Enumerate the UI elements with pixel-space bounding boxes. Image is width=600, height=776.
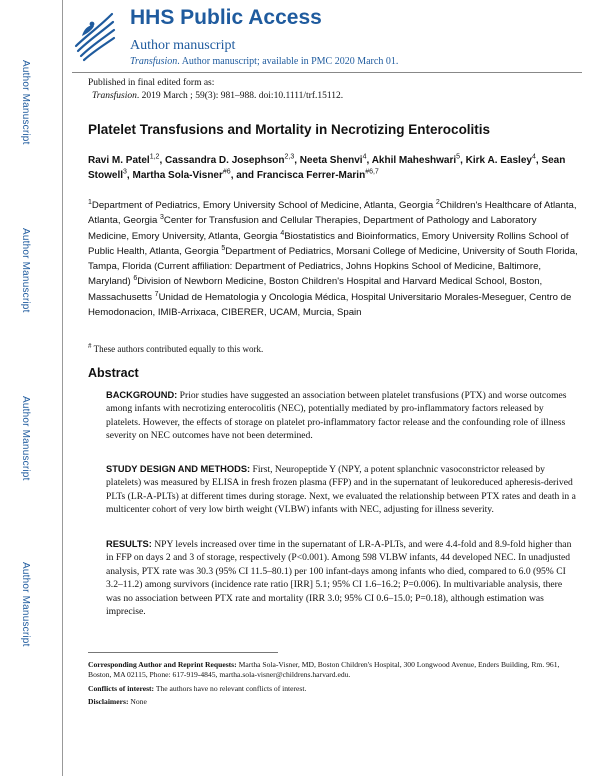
author: Sean Stowell$^3$, [88, 155, 566, 181]
sidebar-label: Author Manuscript [20, 228, 31, 313]
sidebar-label: Author Manuscript [20, 60, 31, 145]
affiliations: $^1$Department of Pediatrics, Emory University School of Medicine, Atlanta, Georgia $^2$Children's Healthcare of Atlanta, Atlanta, Georgia $^3$Center for Transfusion and Cellular Therapies, Department of Pathology and Laboratory Medicine, Emory University, Atlanta, Georgia $^4$Biostatistics and Bioinformatics, Emory University Rollins School of Public Health, Atlanta, Georgia $^5$Department of Pediatrics, Morsani College of Medicine, University of South Florida, Tampa, Florida (Current affiliation: Department of Pediatrics, Johns Hopkins School of Medicine, Baltimore, Maryland) $^6$Division of Newborn Medicine, Boston Children's Hospital and Harvard Medical School, Boston, Massachusetts $^7$Unidad de Hematologia y Oncologia Médica, Hospital Universitario Morales-Meseguer, Centro de Hemodonacion, IMIB-Arrixaca, CIBERER, UCAM, Murcia, Spain [88, 198, 578, 319]
disclaimers-note: Disclaimers: None [88, 697, 147, 706]
publication-citation-text: . 2019 March ; 59(3): 981–988. doi:10.1111/trf.15112. [136, 91, 344, 101]
abstract-methods: STUDY DESIGN AND METHODS: First, Neuropeptide Y (NPY, a potent splanchnic vasoconstrictor released by platelets) was measured by ELISA in fresh frozen plasma (FFP) and in the supernatant of leukoreduced apheresis-derived PLTs (LR-A-PLTs) at different times during storage. Next, we evaluated the relationship between PTX rates and death in a multicenter cohort of very low birth weight (VLBW) infants with NEC, adjusting for illness severity. [106, 464, 576, 516]
author: Martha Sola-Visner$^{\#6}$, and [132, 168, 257, 181]
affiliation: Division of Newborn Medicine, Boston Children's Hospital and Harvard Medical School, Boston, Massachusetts [88, 276, 543, 303]
corresponding-author-note: Corresponding Author and Reprint Requests: Martha Sola-Visner, MD, Boston Children's Hospital, 300 Longwood Avenue, Enders Building, Rm. 961, Boston, MA 02115, Phone: 617-919-4845, martha.sola-visner@childrens.harvard.edu. [88, 660, 560, 679]
footnote-divider [88, 652, 278, 653]
affiliation: Center for Transfusion and Cellular Therapies, Department of Pathology and Laboratory Medicine, Emory University, Atlanta, Georgia [88, 215, 537, 242]
affiliation: Unidad de Hematologia y Oncologia Médica, Hospital Universitario Morales-Meseguer, Centro de Hemodonacion, IMIB-Arrixaca, CIBERER, UCAM, Murcia, Spain [88, 291, 572, 319]
abstract-heading: Abstract [88, 366, 139, 380]
publication-line: Published in final edited form as: [88, 78, 215, 88]
author-list [88, 153, 578, 183]
affiliation: Department of Pediatrics, Emory University School of Medicine, Atlanta, Georgia [91, 200, 436, 211]
sidebar-label: Author Manuscript [20, 396, 31, 481]
header-journal: Transfusion [130, 56, 178, 67]
sidebar-label: Author Manuscript [20, 562, 31, 647]
affiliation: Department of Pediatrics, Morsani College of Medicine, University of South Florida, Tampa, Florida (Current affiliation: Department of Pediatrics, Johns Hopkins School of Medicine, Baltimore, Maryland) [88, 245, 578, 288]
author: Akhil Maheshwari$^5$, [371, 153, 466, 166]
affiliation: Children's Healthcare of Atlanta, Atlanta, Georgia [88, 200, 577, 227]
header-subtitle: Author manuscript [130, 38, 236, 53]
abstract-results: RESULTS: NPY levels increased over time in the supernatant of LR-A-PLTs, and were 4.4-fold and 8.9-fold higher than in FFP on days 2 and 3 of storage, respectively (P<0.001). Among 598 VLBW infants, 44 developed NEC. In unadjusted analysis, PTX rate was 30.3 (95% CI 11.5–80.1) per 100 infant-days among infants who died, compared to 6.0 (95% CI 3.2–11.2) among survivors (incidence rate ratio [IRR] 5.1; 95% CI 1.6–16.2; P=0.006). In multivariable analysis, there was no association between PTX rate and mortality (IRR 3.0; 95% CI 0.6–15.0; P=0.18), although estimation was imprecise. [106, 539, 572, 618]
publication-info [88, 77, 343, 103]
header-divider [72, 72, 582, 73]
paper-title: Platelet Transfusions and Mortality in Necrotizing Enterocolitis [88, 122, 491, 137]
abstract-background: BACKGROUND: Prior studies have suggested an association between platelet transfusions (PTX) and worse outcomes among infants with necrotizing enterocolitis (NEC), potentially mediated by pro-inflammatory factors released by platelets. However, the effects of storage on platelet pro-inflammatory factor release and the confounding role of illness severity on NEC outcomes have not been determined. [106, 390, 567, 442]
author: Neeta Shenvi$^4$, [299, 153, 372, 166]
author: Francisca Ferrer-Marin$^{\#6,7}$ [256, 168, 379, 181]
author: Kirk A. Easley$^4$, [465, 153, 542, 166]
author: Cassandra D. Josephson$^{2,3}$, [165, 153, 300, 166]
header-title: HHS Public Access [130, 6, 322, 29]
hhs-eagle-logo [72, 6, 116, 62]
equal-contribution-note: # These authors contributed equally to this work. [88, 342, 264, 354]
sidebar-divider [62, 0, 63, 776]
header-availability-text: . Author manuscript; available in PMC 2020 March 01. [177, 56, 399, 67]
header-availability [130, 56, 398, 67]
publication-citation [88, 90, 343, 103]
author: Ravi M. Patel$^{1,2}$, [88, 153, 165, 166]
publication-journal: Transfusion [92, 91, 137, 101]
affiliation: Biostatistics and Bioinformatics, Emory University Rollins School of Public Health, Atlanta, Georgia [88, 230, 569, 257]
conflicts-note: Conflicts of interest: The authors have no relevant conflicts of interest. [88, 684, 307, 693]
